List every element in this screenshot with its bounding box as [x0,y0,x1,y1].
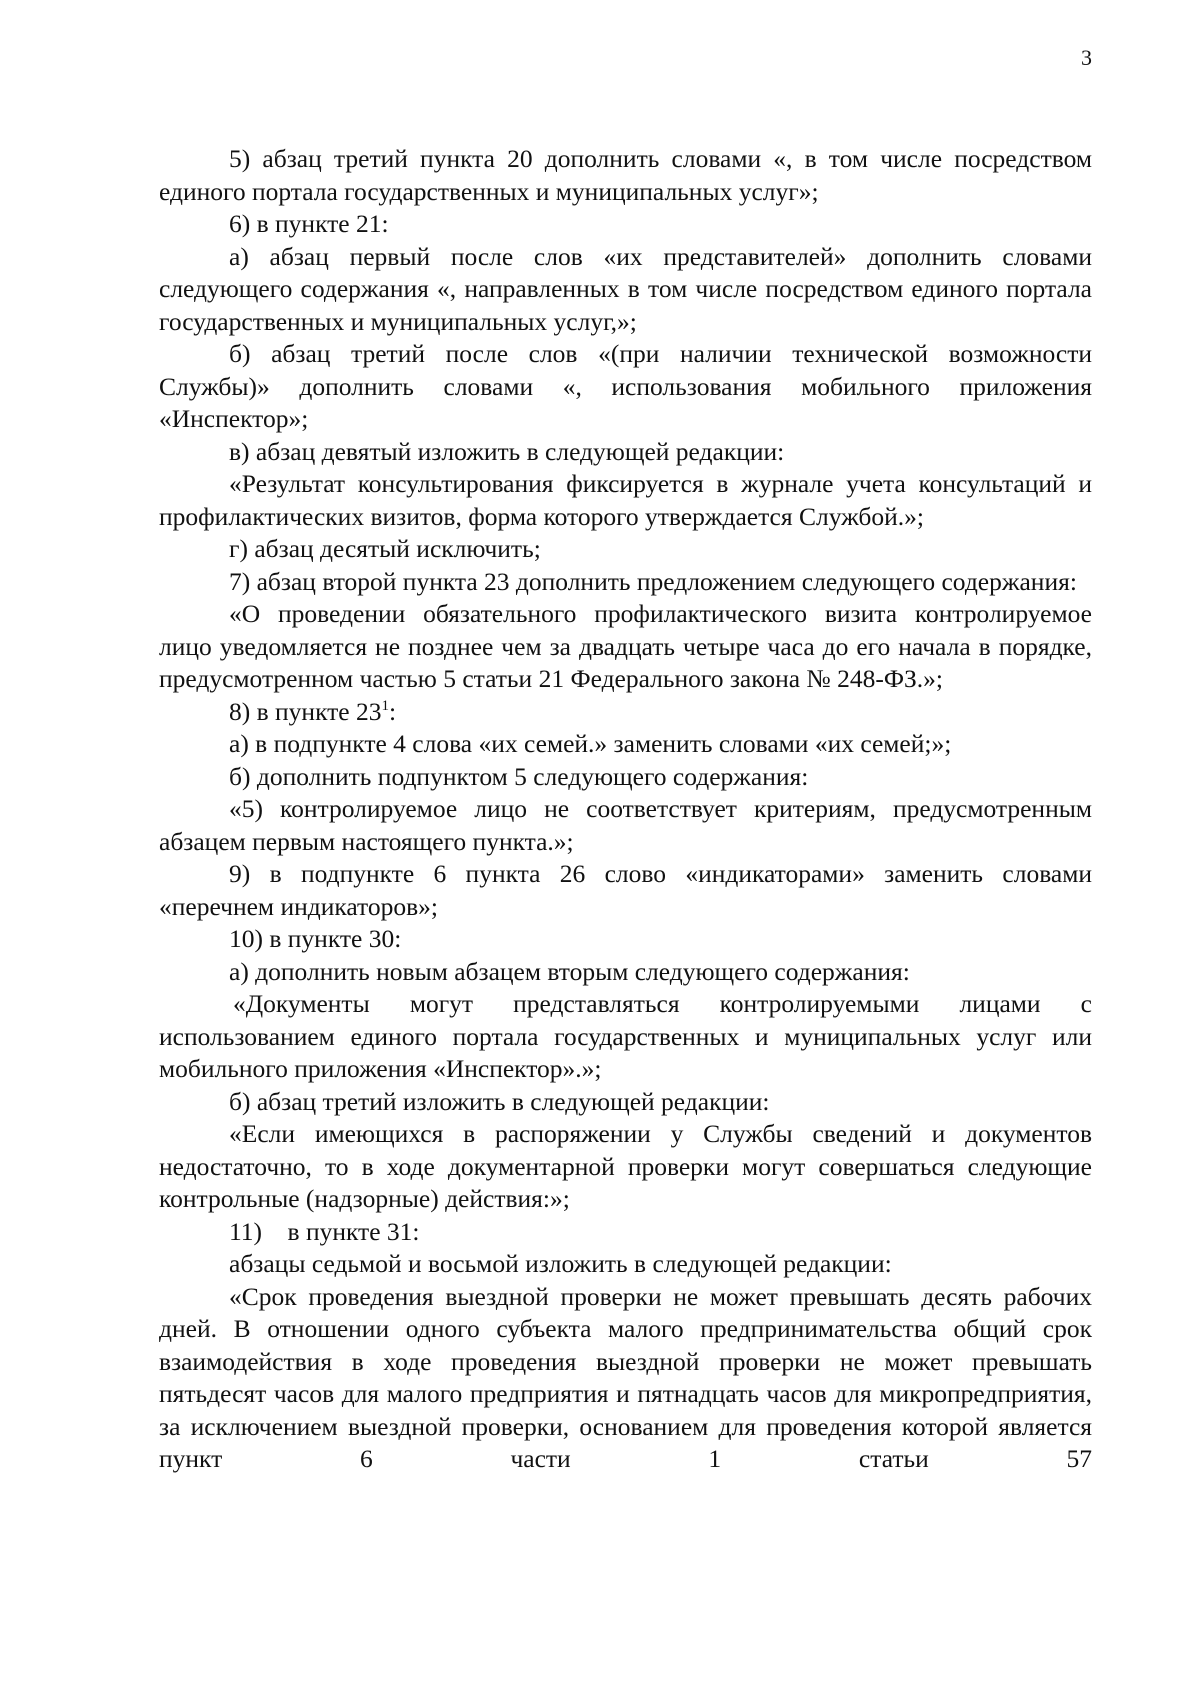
amendment-subitem-6b: б) абзац третий после слов «(при наличии технической возможности Службы)» дополнить словами «, использования мобильного приложения «Инспектор»; [159,339,1092,433]
amendment-item-8 [159,696,1092,729]
amendment-item-9: 9) в подпункте 6 пункта 26 слово «индикаторами» заменить словами «перечнем индикаторов»; [159,859,1092,921]
quoted-consultation-text: «Результат консультирования фиксируется в журнале учета консультаций и профилактических визитов, форма которого утверждается Службой.»; [159,469,1092,531]
amendment-item-10: 10) в пункте 30: [229,924,402,953]
amendment-subitem-6g: г) абзац десятый исключить; [229,534,541,563]
amendment-subitem-8a: а) в подпункте 4 слова «их семей.» заменить словами «их семей;»; [229,729,952,758]
quoted-documentary-check-text: «Если имеющихся в распоряжении у Службы сведений и документов недостаточно, то в ходе документарной проверки могут совершаться следующие контрольные (надзорные) действия:»; [159,1119,1092,1213]
amendment-item-11: 11) в пункте 31: [229,1216,420,1246]
page-number: 3 [1081,45,1092,70]
item-8-colon: : [388,696,397,726]
amendment-item-7: 7) абзац второй пункта 23 дополнить предложением следующего содержания: [229,566,1077,596]
amendment-subitem-6a: а) абзац первый после слов «их представителей» дополнить словами следующего содержания «, направленных в том числе посредством единого портала государственных и муниципальных услуг,»; [159,241,1092,336]
amendment-item-6: 6) в пункте 21: [229,209,389,238]
quoted-visit-notice-text: «О проведении обязательного профилактического визита контролируемое лицо уведомляется не позднее чем за двадцать четыре часа до его начала в порядке, предусмотренном частью 5 статьи 21 Федерального закона № 248-ФЗ.»; [159,599,1092,693]
document-body [159,143,1092,1476]
item-8-text: 8) в пункте 23 [229,696,382,726]
amendment-subitem-10a: а) дополнить новым абзацем вторым следующего содержания: [229,956,910,986]
amendment-subitem-10b: б) абзац третий изложить в следующей редакции: [229,1086,770,1116]
quoted-criteria-text: «5) контролируемое лицо не соответствует критериям, предусмотренным абзацем первым настоящего пункта.»; [159,794,1092,856]
item-8-superscript: 1 [381,697,389,714]
amendment-subitem-6v: в) абзац девятый изложить в следующей редакции: [229,436,785,466]
amendment-item-11-paragraphs: абзацы седьмой и восьмой изложить в следующей редакции: [229,1249,892,1278]
quoted-documents-text: «Документы могут представляться контролируемыми лицами с использованием единого портала государственных и муниципальных услуг или мобильного приложения «Инспектор».»; [159,989,1092,1083]
quoted-onsite-inspection-text: «Срок проведения выездной проверки не может превышать десять рабочих дней. В отношении одного субъекта малого предпринимательства общий срок взаимодействия в ходе проведения выездной проверки не может превышать пятьдесят часов для малого предприятия и пятнадцать часов для микропредприятия, за исключением выездной проверки, основанием для проведения которой является пункт 6 части 1 статьи 57 [159,1281,1092,1473]
amendment-subitem-8b: б) дополнить подпунктом 5 следующего содержания: [229,761,809,791]
amendment-item-5: 5) абзац третий пункта 20 дополнить словами «, в том числе посредством единого портала государственных и муниципальных услуг»; [159,144,1092,206]
